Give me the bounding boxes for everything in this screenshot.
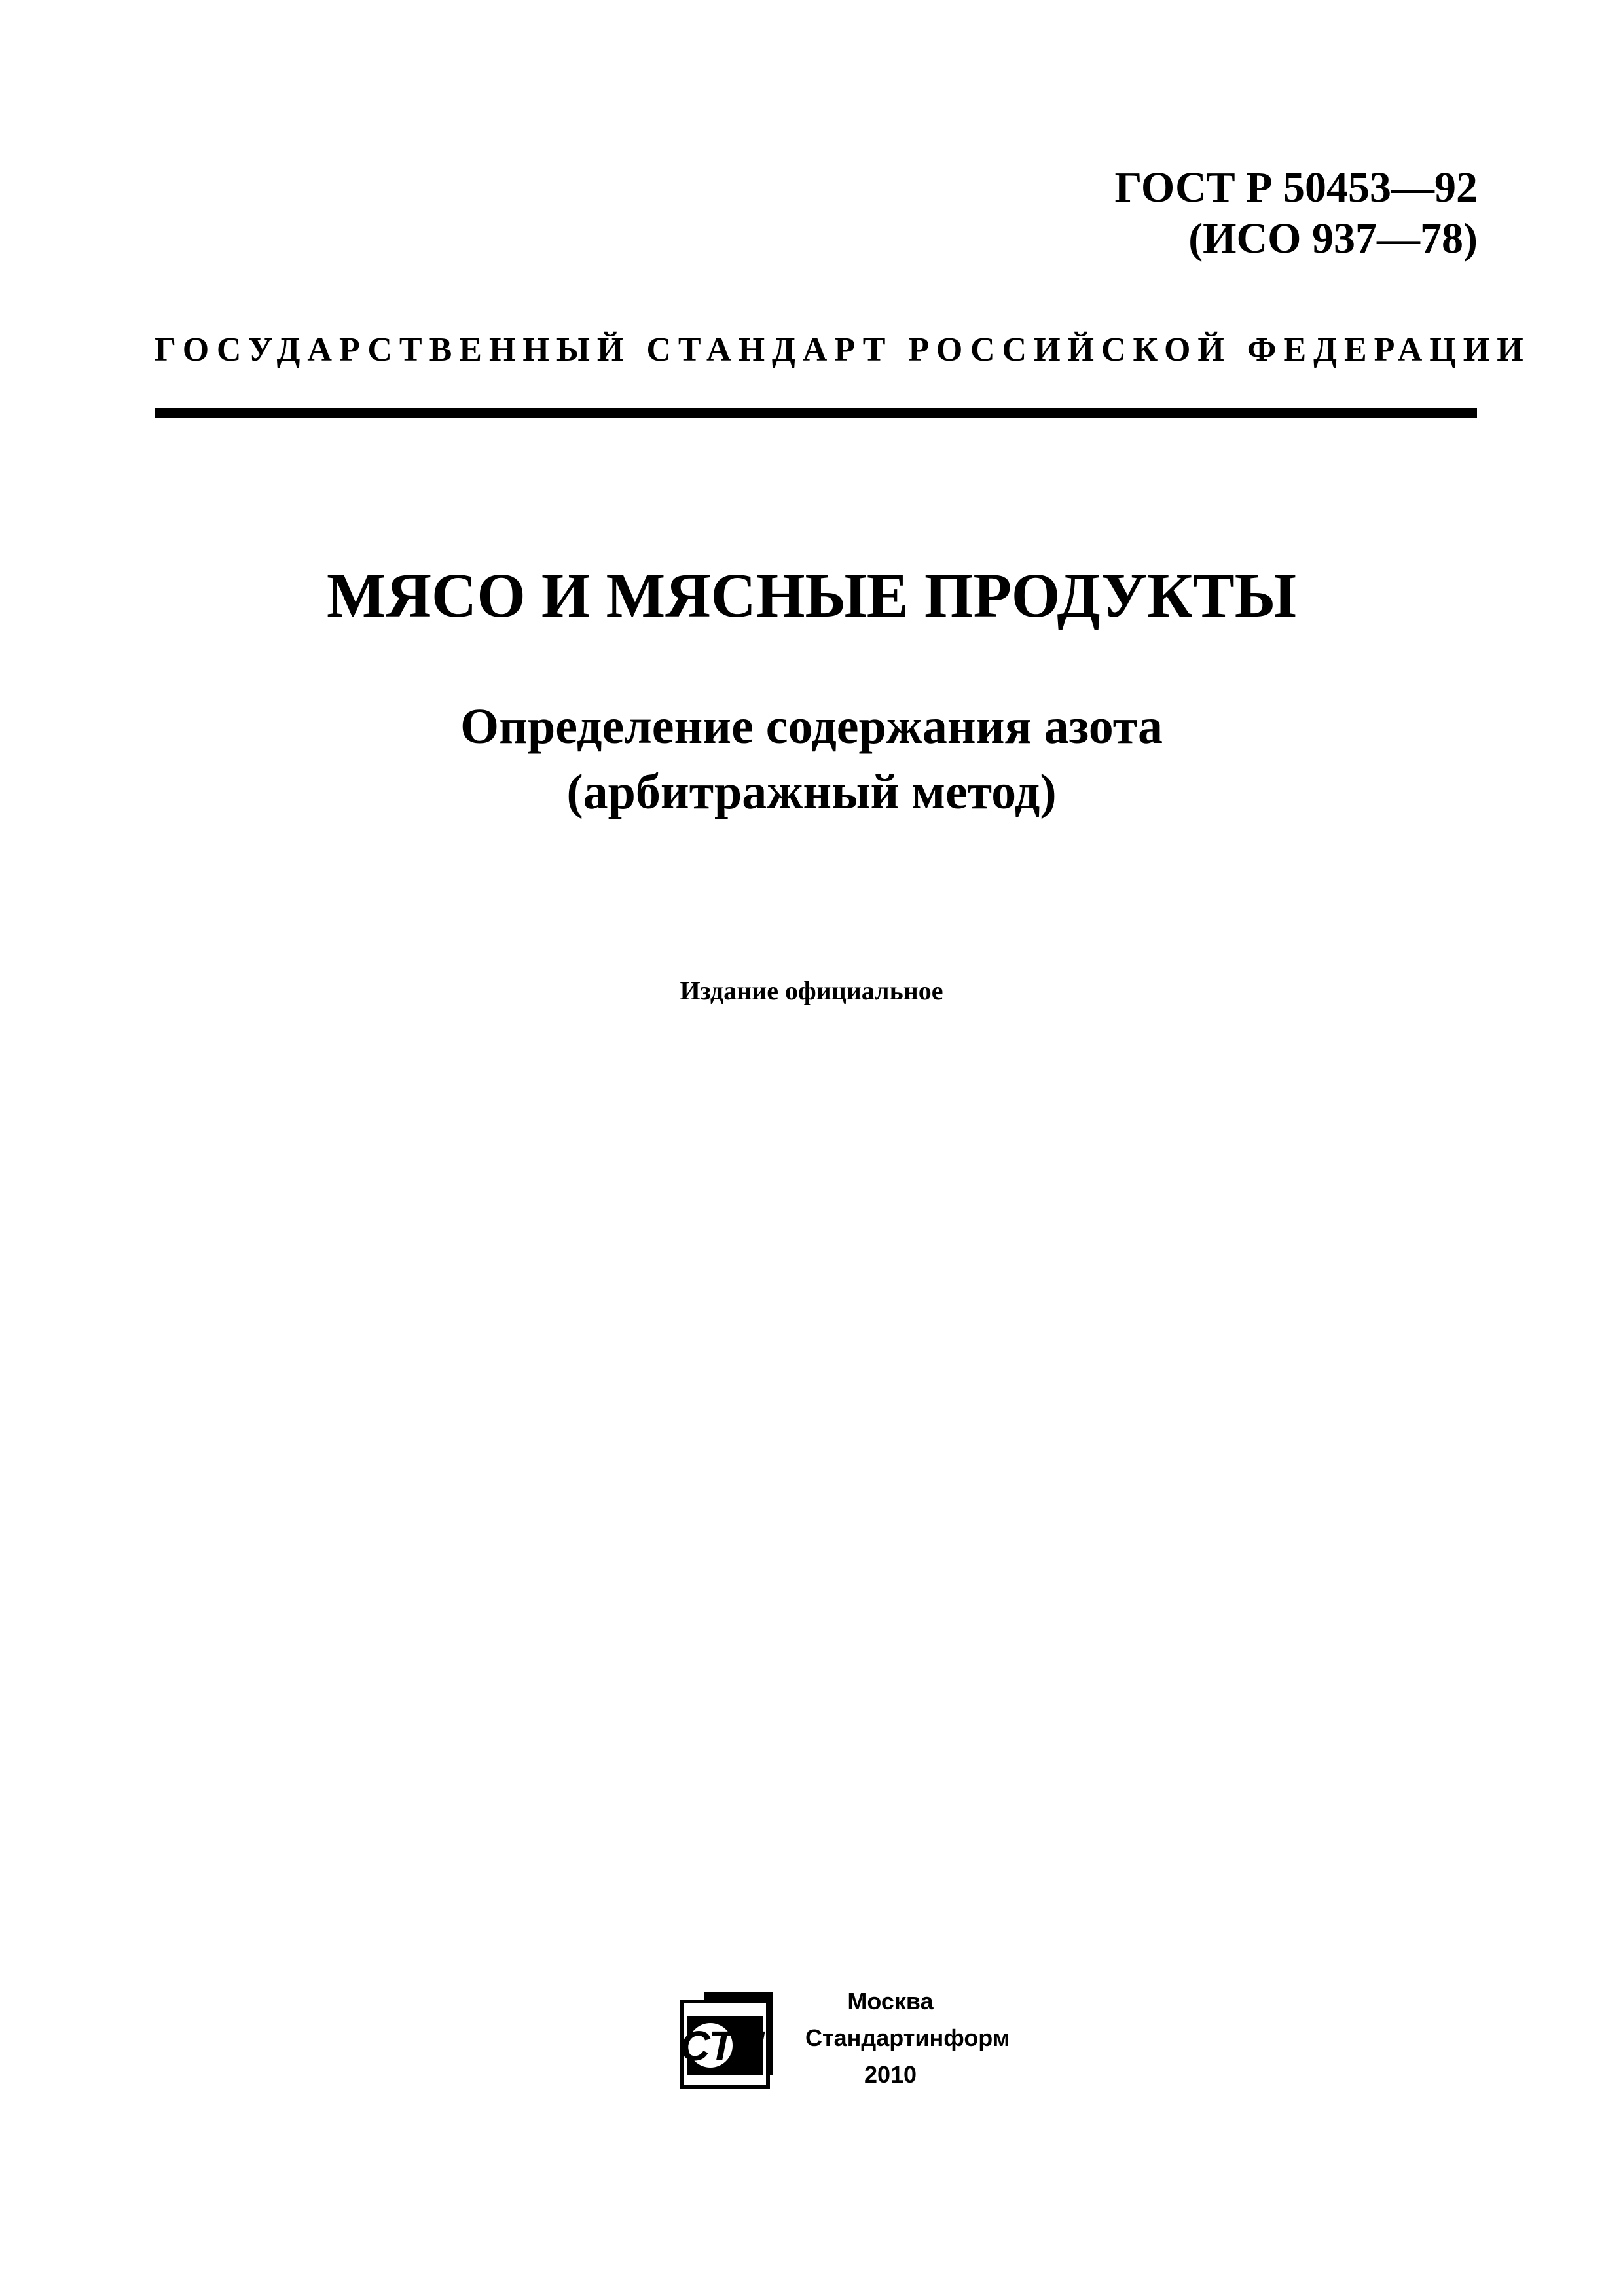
document-title: МЯСО И МЯСНЫЕ ПРОДУКТЫ <box>326 560 1297 630</box>
standard-designation <box>1115 162 1478 264</box>
imprint <box>805 1983 1010 2093</box>
imprint-year: 2010 <box>864 2061 917 2088</box>
logo-lettering: СТИ <box>680 2022 765 2070</box>
subtitle-line-2: (арбитражный метод) <box>566 764 1057 819</box>
heading-divider <box>155 408 1477 418</box>
edition-label: Издание официальное <box>680 976 943 1005</box>
publisher-block <box>678 1983 1010 2101</box>
state-standard-heading: ГОСУДАРСТВЕННЫЙ СТАНДАРТ РОССИЙСКОЙ ФЕДЕРАЦИИ <box>155 331 1531 368</box>
gost-number: ГОСТ Р 50453—92 <box>1114 164 1478 211</box>
imprint-publisher: Стандартинформ <box>805 2024 1010 2051</box>
imprint-city: Москва <box>847 1988 934 2015</box>
subtitle-line-1: Определение содержания азота <box>460 699 1163 754</box>
standartinform-logo-icon <box>678 1990 776 2094</box>
document-subtitle <box>0 694 1623 825</box>
iso-number: (ИСО 937—78) <box>1188 215 1478 262</box>
